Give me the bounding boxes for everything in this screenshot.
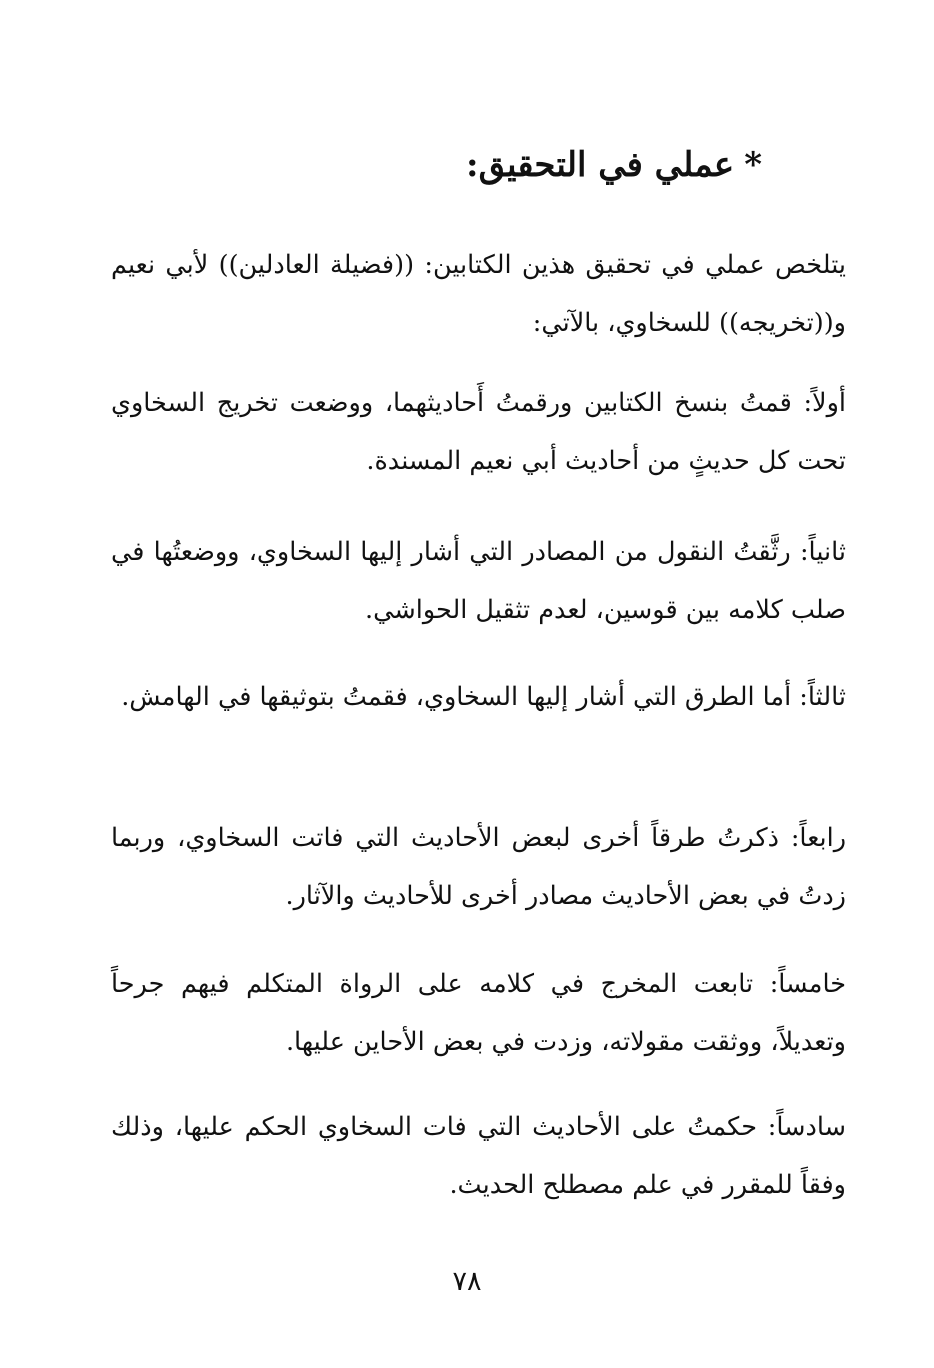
item-label: رابعاً: bbox=[790, 823, 847, 853]
list-item-first bbox=[111, 374, 846, 490]
item-text: أما الطرق التي أشار إليها السخاوي، فقمتُ بتوثيقها في الهامش. bbox=[121, 682, 792, 712]
list-item-second bbox=[111, 523, 846, 639]
item-text: قمتُ بنسخ الكتابين ورقمتُ أَحاديثهما، ووضعت تخريج السخاوي تحت كل حديثٍ من أحاديث أبي نعيم المسندة. bbox=[111, 388, 846, 476]
page-number: ٧٨ bbox=[452, 1266, 482, 1297]
item-label: ثانياً: bbox=[799, 537, 846, 567]
item-label: أولاً: bbox=[803, 388, 846, 418]
list-item-third bbox=[111, 668, 846, 726]
section-heading bbox=[262, 140, 762, 190]
item-text: رثَّقتُ النقول من المصادر التي أشار إليها السخاوي، ووضعتُها في صلب كلامه بين قوسين، لعدم تثقيل الحواشي. bbox=[111, 537, 846, 625]
item-label: ثالثاً: bbox=[799, 682, 846, 712]
item-text: حكمتُ على الأحاديث التي فات السخاوي الحكم عليها، وذلك وفقاً للمقرر في علم مصطلح الحديث. bbox=[111, 1112, 846, 1200]
item-label: خامساً: bbox=[769, 969, 846, 999]
list-item-sixth bbox=[111, 1098, 846, 1214]
intro-paragraph: يتلخص عملي في تحقيق هذين الكتابين: ((فضيلة العادلين)) لأبي نعيم و((تخريجه)) للسخاوي، بالآتي: bbox=[111, 250, 846, 338]
item-text: تابعت المخرج في كلامه على الرواة المتكلم فيهم جرحاً وتعديلاً، ووثقت مقولاته، وزدت في بعض الأحاين عليها. bbox=[111, 969, 846, 1057]
heading-title: عملي في التحقيق: bbox=[466, 145, 735, 185]
list-item-fifth bbox=[111, 955, 846, 1071]
list-item-fourth bbox=[111, 809, 846, 925]
item-label: سادساً: bbox=[767, 1112, 846, 1142]
asterisk-bullet: * bbox=[744, 145, 762, 185]
item-text: ذكرتُ طرقاً أخرى لبعض الأحاديث التي فاتت السخاوي، وربما زدتُ في بعض الأحاديث مصادر أخرى للأحاديث والآثار. bbox=[111, 823, 846, 911]
